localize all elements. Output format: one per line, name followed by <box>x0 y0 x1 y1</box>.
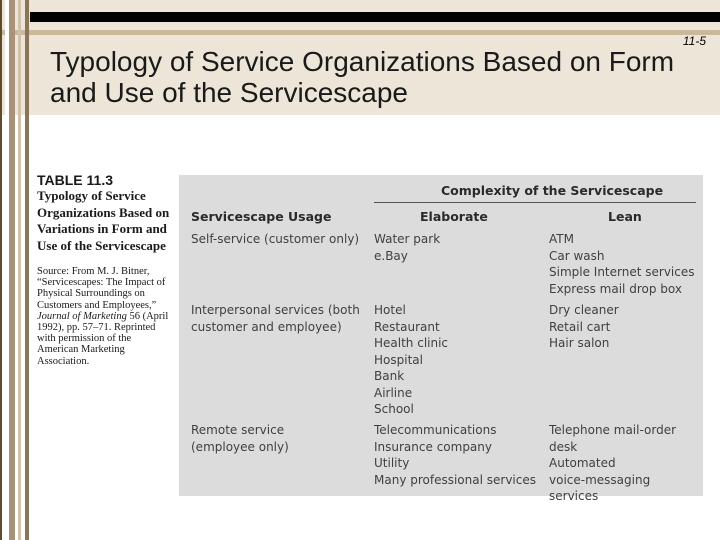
source-note <box>37 266 172 367</box>
source-text: Source: From M. J. Bitner, “Servicescapes: The Impact of Physical Surroundings on Customers and Employees,” <box>37 266 166 311</box>
table-cell-elaborate: Hotel Restaurant Health clinic Hospital Bank Airline School <box>374 303 449 416</box>
column-header-lean: Lean <box>608 209 642 224</box>
column-header-usage: Servicescape Usage <box>191 209 332 224</box>
table-cell-usage: Remote service (employee only) <box>191 423 289 454</box>
column-header-elaborate: Elaborate <box>420 209 488 224</box>
table-cell-lean: Telephone mail-order desk Automated voice-messaging services <box>549 423 677 503</box>
header-rule <box>374 202 696 203</box>
slide-number: 11-5 <box>682 34 706 48</box>
slide-title: Typology of Service Organizations Based on Form and Use of the Servicescape <box>50 46 675 108</box>
left-stripe <box>25 0 29 540</box>
group-header: Complexity of the Servicescape <box>441 183 664 198</box>
left-stripe <box>0 0 2 540</box>
table-cell-usage: Self-service (customer only) <box>191 232 360 246</box>
table-cell-lean: ATM Car wash Simple Internet services Express mail drop box <box>549 232 695 296</box>
typology-table <box>179 175 703 503</box>
left-stripe <box>18 0 21 540</box>
table-cell-elaborate: Water park e.Bay <box>374 232 441 263</box>
table-label: TABLE 11.3 <box>37 172 113 188</box>
table-caption <box>37 172 172 367</box>
title-band-line <box>0 30 720 35</box>
table-title: Typology of Service Organizations Based on Variations in Form and Use of the Servicescape <box>37 188 170 253</box>
left-stripe <box>9 0 15 540</box>
source-journal: Journal of Marketing <box>37 310 127 322</box>
table-cell-elaborate: Telecommunications Insurance company Utility Many professional services <box>374 423 536 487</box>
source-tail: 56 (April 1992), pp. 57–71. Reprinted with permission of the American Marketing Association. <box>37 310 169 367</box>
top-black-bar <box>30 12 720 22</box>
table-cell-lean: Dry cleaner Retail cart Hair salon <box>549 303 619 350</box>
table-cell-usage: Interpersonal services (both customer and employee) <box>191 303 360 334</box>
